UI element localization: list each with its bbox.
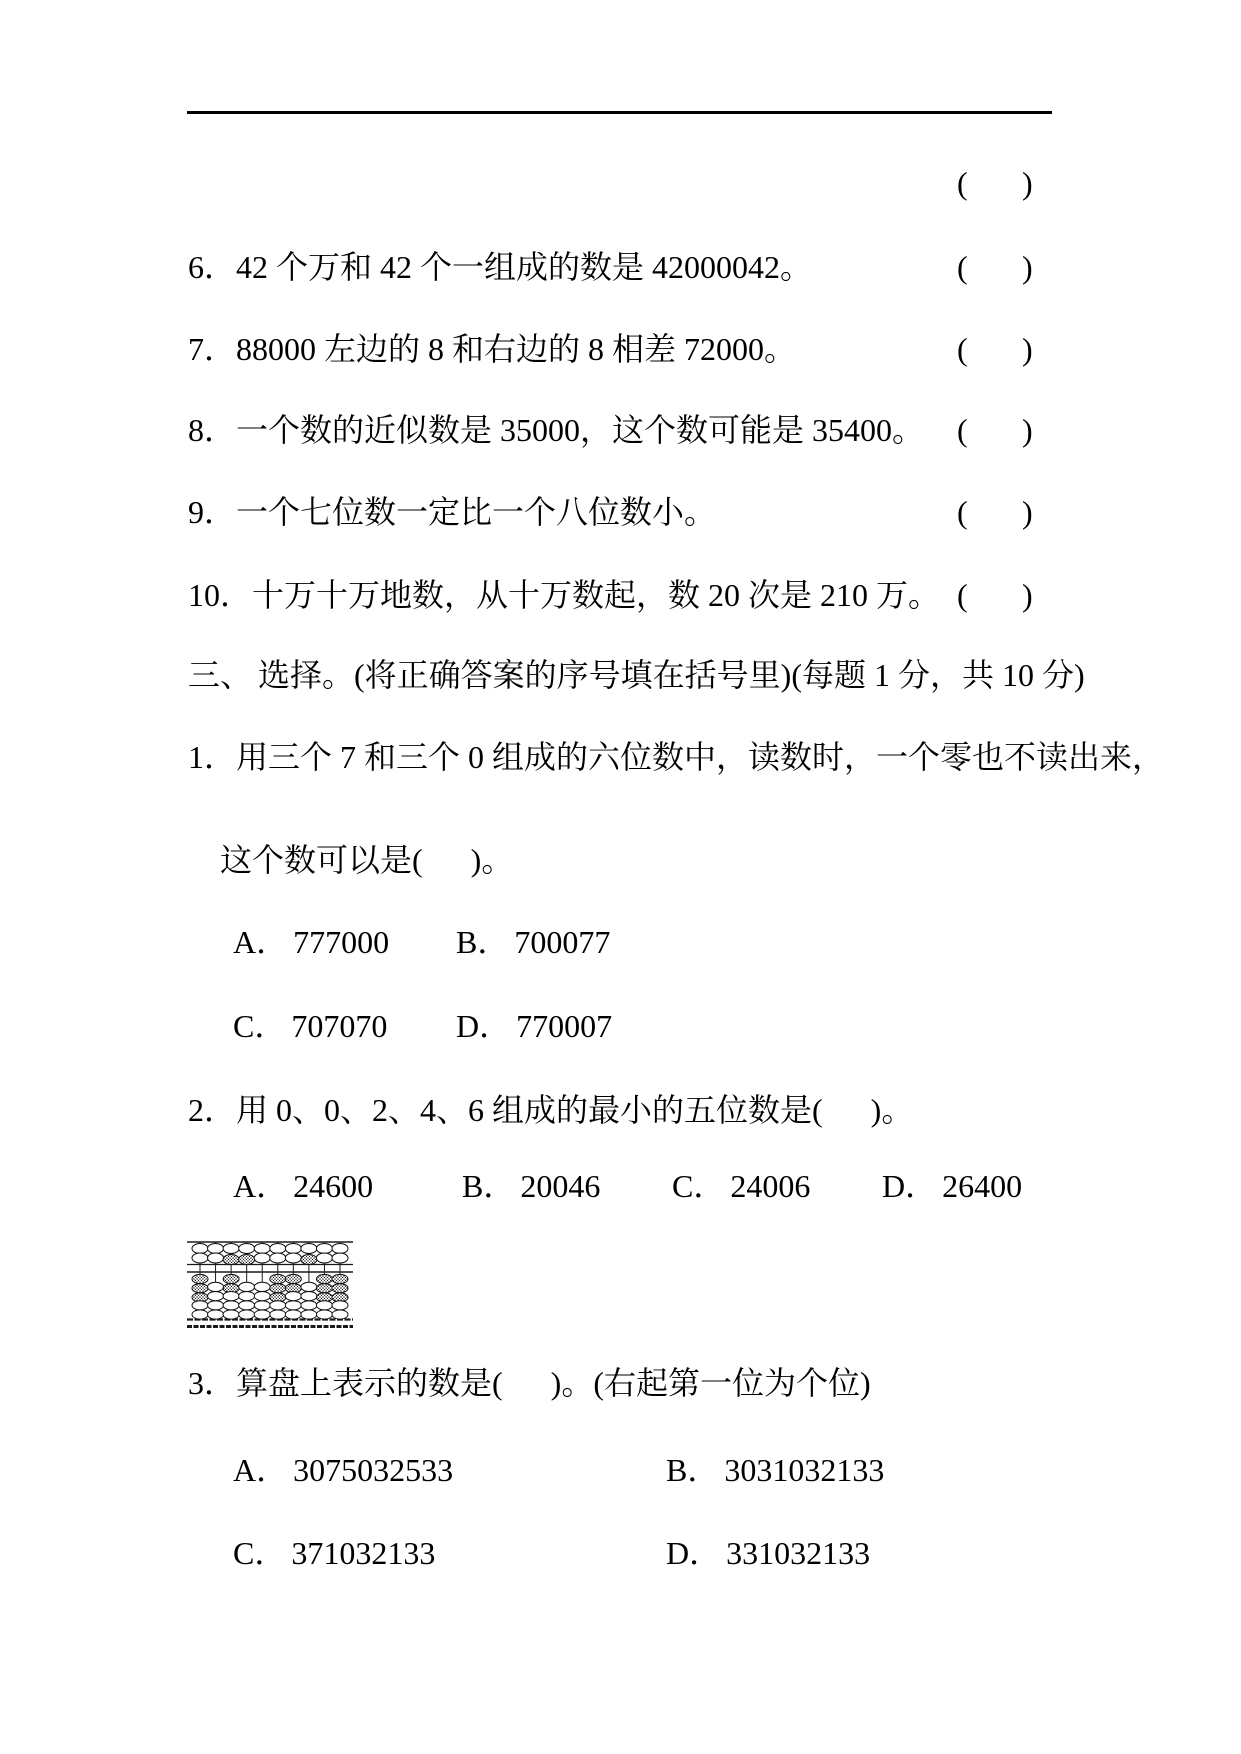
- option-label: C．: [672, 1168, 726, 1204]
- answer-paren-close: ): [1022, 249, 1033, 285]
- option-a: [233, 920, 389, 964]
- answer-paren-open: (: [957, 165, 968, 201]
- choice-question-3: [0, 1361, 1241, 1405]
- item-text: 88000 左边的 8 和右边的 8 相差 72000。: [236, 331, 797, 367]
- option-label: A．: [233, 1452, 289, 1488]
- question-text: 用三个 7 和三个 0 组成的六位数中，读数时，一个零也不读出来，: [236, 739, 1165, 775]
- answer-paren-open: (: [957, 577, 968, 613]
- question-number: 1．: [188, 739, 237, 775]
- option-c: [672, 1164, 810, 1208]
- option-a: [233, 1164, 373, 1208]
- question-text: 算盘上表示的数是( )。(右起第一位为个位): [236, 1365, 871, 1401]
- option-label: C．: [233, 1008, 287, 1044]
- option-c: [233, 1531, 435, 1575]
- option-value: 26400: [942, 1168, 1023, 1204]
- option-value: 331032133: [726, 1535, 871, 1571]
- option-label: B．: [462, 1168, 516, 1204]
- option-d: [666, 1531, 870, 1575]
- choice-question-1-options-row2: [0, 1004, 1241, 1048]
- option-value: 700077: [514, 924, 611, 960]
- choice-question-1-line2: [0, 838, 1241, 882]
- option-label: D．: [882, 1168, 938, 1204]
- choice-question-2: [0, 1088, 1241, 1132]
- item-text: 42 个万和 42 个一组成的数是 42000042。: [236, 249, 813, 285]
- option-label: C．: [233, 1535, 287, 1571]
- abacus-svg: [187, 1239, 353, 1331]
- option-value: 3031032133: [724, 1452, 885, 1488]
- item-text: 一个七位数一定比一个八位数小。: [236, 494, 717, 530]
- judge-item-10: [0, 573, 1241, 617]
- answer-paren-close: ): [1022, 165, 1033, 201]
- item-number: 6．: [188, 249, 237, 285]
- section-heading: [0, 653, 1241, 697]
- option-label: B．: [456, 924, 510, 960]
- option-d: [456, 1004, 612, 1048]
- option-c: [233, 1004, 387, 1048]
- option-label: D．: [456, 1008, 512, 1044]
- answer-paren-open: (: [957, 412, 968, 448]
- option-b: [666, 1448, 884, 1492]
- answer-paren-close: ): [1022, 331, 1033, 367]
- option-b: [456, 920, 610, 964]
- item-number: 9．: [188, 494, 237, 530]
- option-label: B．: [666, 1452, 720, 1488]
- option-label: A．: [233, 1168, 289, 1204]
- choice-question-3-options-row2: [0, 1531, 1241, 1575]
- choice-question-1-options-row1: [0, 920, 1241, 964]
- option-d: [882, 1164, 1022, 1208]
- option-value: 777000: [293, 924, 390, 960]
- option-value: 707070: [291, 1008, 388, 1044]
- option-value: 20046: [520, 1168, 601, 1204]
- answer-paren-close: ): [1022, 577, 1033, 613]
- option-value: 770007: [516, 1008, 613, 1044]
- section-title: 选择。(将正确答案的序号填在括号里)(每题 1 分，共 10 分): [258, 657, 1085, 693]
- judge-item-6: [0, 245, 1241, 289]
- answer-paren-open: (: [957, 249, 968, 285]
- judge-item-8: [0, 408, 1241, 452]
- question-text: 用 0、0、2、4、6 组成的最小的五位数是( )。: [236, 1092, 914, 1128]
- option-b: [462, 1164, 600, 1208]
- question-text: 这个数可以是( )。: [220, 842, 514, 878]
- item-text: 十万十万地数，从十万数起，数 20 次是 210 万。: [252, 577, 941, 613]
- option-value: 24600: [293, 1168, 374, 1204]
- answer-blank-row: [0, 161, 1241, 205]
- choice-question-3-options-row1: [0, 1448, 1241, 1492]
- header-rule: [187, 111, 1052, 114]
- answer-paren-close: ): [1022, 412, 1033, 448]
- option-value: 24006: [730, 1168, 811, 1204]
- item-text: 一个数的近似数是 35000，这个数可能是 35400。: [236, 412, 925, 448]
- option-value: 3075032533: [293, 1452, 454, 1488]
- choice-question-1-line1: [0, 735, 1241, 779]
- item-number: 8．: [188, 412, 237, 448]
- section-number: 三、: [188, 657, 253, 693]
- judge-item-7: [0, 327, 1241, 371]
- question-number: 3．: [188, 1365, 237, 1401]
- option-label: A．: [233, 924, 289, 960]
- option-label: D．: [666, 1535, 722, 1571]
- abacus-image: [187, 1239, 353, 1331]
- option-a: [233, 1448, 453, 1492]
- answer-paren-open: (: [957, 494, 968, 530]
- option-value: 371032133: [291, 1535, 436, 1571]
- item-number: 7．: [188, 331, 237, 367]
- answer-paren-close: ): [1022, 494, 1033, 530]
- judge-item-9: [0, 490, 1241, 534]
- choice-question-2-options: [0, 1164, 1241, 1208]
- item-number: 10．: [188, 577, 253, 613]
- answer-paren-open: (: [957, 331, 968, 367]
- question-number: 2．: [188, 1092, 237, 1128]
